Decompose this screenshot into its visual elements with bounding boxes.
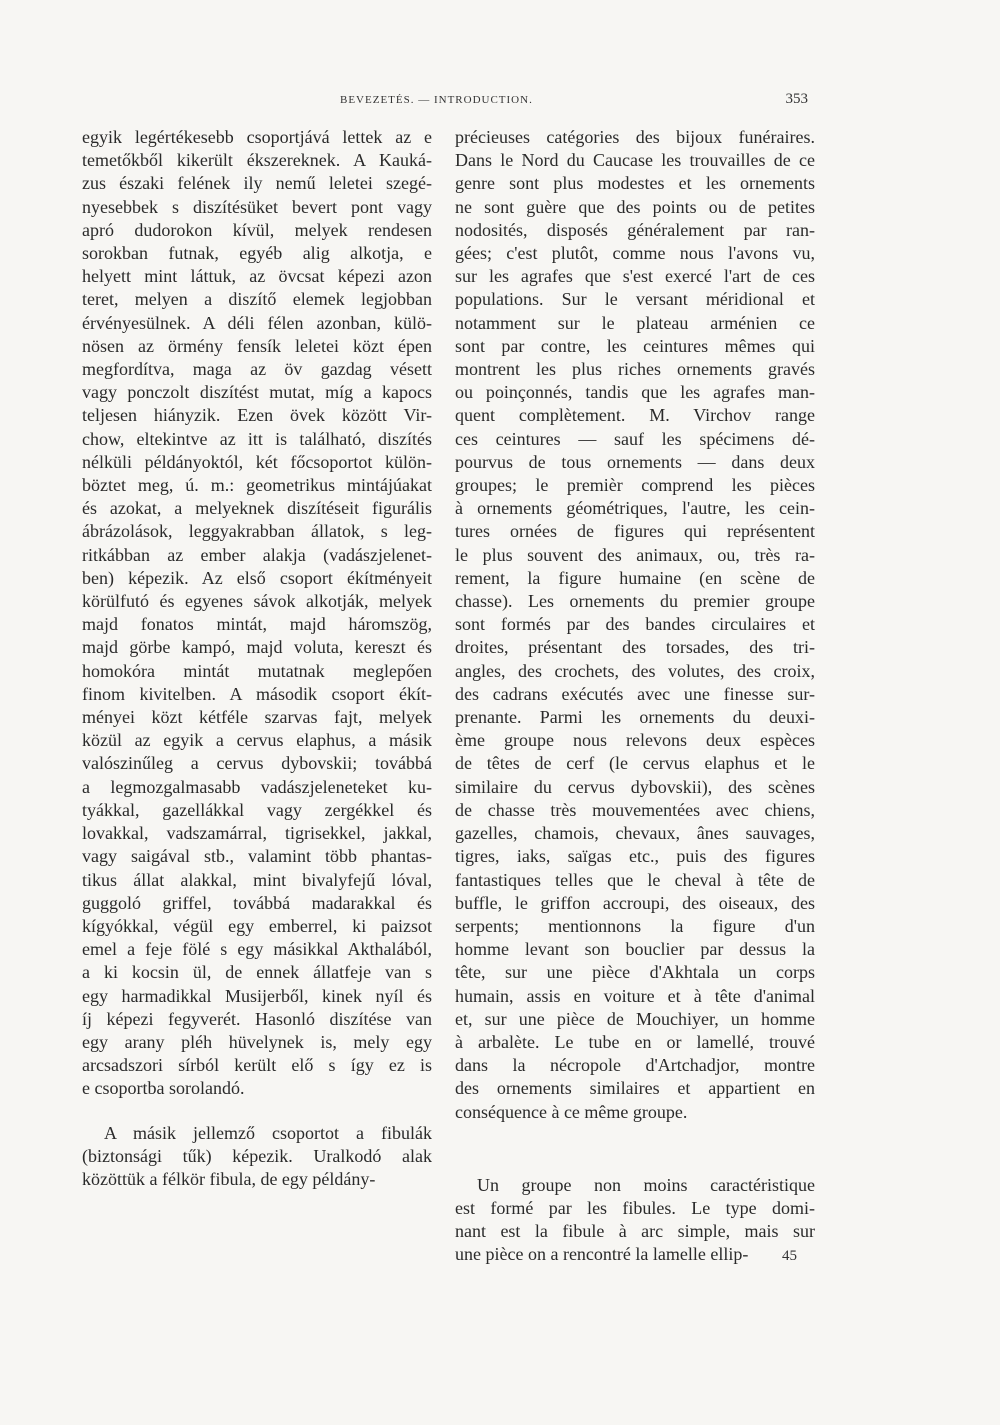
text-line: kígyókkal, végül egy emberrel, ki paizsot: [82, 915, 432, 936]
text-line: nösen az örmény fensík leletei közt épen: [82, 335, 432, 356]
text-line: és azokat, a melyeknek diszítéseit figurális: [82, 498, 432, 519]
text-line: à arbalète. Le tube en or lamellé, trouvé: [455, 1031, 815, 1052]
text-line: fantastiques telles que le cheval à tête de: [455, 869, 815, 890]
hungarian-column: [82, 126, 432, 1191]
text-line: de chasse très mouvementées avec chiens,: [455, 799, 815, 820]
text-line: ményei közt kétféle szarvas fajt, melyek: [82, 707, 432, 728]
french-paragraph-1: [455, 126, 815, 1124]
text-line: homme levant son bouclier par dessus la: [455, 939, 815, 960]
text-line: Dans le Nord du Caucase les trouvailles de ce: [455, 150, 815, 171]
text-line: gazelles, chamois, chevaux, ânes sauvages,: [455, 823, 815, 844]
text-line: lovakkal, vadszamárral, tigrisekkel, jakkal,: [82, 823, 432, 844]
text-line: tyákkal, gazellákkal vagy zergékkel és: [82, 799, 432, 820]
text-line: egy arany pléh hüvelynek is, mely egy: [82, 1031, 432, 1052]
text-line: humain, assis en voiture et à tête d'animal: [455, 985, 815, 1006]
text-line: sorokban futnak, egyéb alig alkotja, e: [82, 243, 432, 264]
text-line: közül az egyik a cervus elaphus, a másik: [82, 730, 432, 751]
text-line: nyesebbek s diszítésüket bevert pont vagy: [82, 196, 432, 217]
text-line: sont formés par des bandes circulaires et: [455, 614, 815, 635]
text-line: teljesen hiányzik. Ezen övek között Vir-: [82, 405, 432, 426]
page-number: 353: [785, 91, 808, 107]
text-line: (biztonsági tűk) képezik. Uralkodó alak: [82, 1145, 432, 1166]
text-line: buffle, le griffon accroupi, des oiseaux, des: [455, 892, 815, 913]
text-line: megfordítva, maga az öv gazdag vésett: [82, 359, 432, 380]
french-column: [455, 126, 815, 1267]
text-line: montrent les plus riches ornements gravés: [455, 359, 815, 380]
text-line: vagy ponczolt diszítést mutat, míg a kapocs: [82, 382, 432, 403]
text-line: nant est la fibule à arc simple, mais sur: [455, 1221, 815, 1242]
text-line: rement, la figure humaine (en scène de: [455, 567, 815, 588]
text-line: közöttük a félkör fibula, de egy példány-: [82, 1168, 376, 1189]
text-line: vagy saigával stb., valamint több phantas-: [82, 846, 432, 867]
text-line: tigres, iaks, saïgas etc., puis des figures: [455, 846, 815, 867]
text-line: finom kivitelben. A második csoport ékít-: [82, 683, 432, 704]
text-line: ben) képezik. Az első csoport ékítményeit: [82, 567, 432, 588]
text-line: groupes; le premièr comprend les pièces: [455, 475, 815, 496]
french-paragraph-2: [455, 1174, 815, 1267]
text-line: egyik legértékesebb csoportjává lettek az e: [82, 127, 432, 147]
text-line: tikus állat alakkal, mint bivalyfejű lóval,: [82, 869, 432, 890]
text-line: A másik jellemző csoportot a fibulák: [104, 1122, 432, 1143]
text-line: emel a feje fölé s egy másikkal Akthalából,: [82, 939, 432, 960]
text-line: a ki kocsin ül, de ennek állatfeje van s: [82, 962, 432, 983]
text-line: böztet meg, ú. m.: geometrikus mintájúakat: [82, 475, 432, 496]
running-title: BEVEZETÉS. — INTRODUCTION.: [340, 94, 533, 106]
text-line: pourvus de tous ornements — dans deux: [455, 451, 815, 472]
hungarian-paragraph-1: [82, 126, 432, 1101]
text-line: apró dudorokon kívül, melyek rendesen: [82, 219, 432, 240]
text-line: notamment sur le plateau arménien ce: [455, 312, 815, 333]
hungarian-paragraph-2: [82, 1122, 432, 1192]
text-line: gées; c'est plutôt, comme nous l'avons vu,: [455, 243, 815, 264]
text-line: sur les agrafes que s'est exercé l'art de ces: [455, 266, 815, 287]
text-line: tête, sur une pièce d'Akhtala un corps: [455, 962, 815, 983]
text-line: une pièce on a rencontré la lamelle ellip-: [455, 1244, 749, 1265]
text-line: conséquence à ce même groupe.: [455, 1101, 688, 1122]
signature-mark: 45: [782, 1248, 797, 1264]
text-line: tures ornées de figures qui représentent: [455, 521, 815, 542]
text-line: majd fonatos mintát, majd háromszög,: [82, 614, 432, 635]
text-line: nodosités, disposés généralement par ran-: [455, 219, 815, 240]
text-line: serpents; mentionnons la figure d'un: [455, 915, 815, 936]
text-line: prenante. Parmi les ornements du deuxi-: [455, 707, 815, 728]
text-line: Un groupe non moins caractéristique: [477, 1174, 815, 1195]
text-line: nélküli példányoktól, két főcsoportot külön-: [82, 451, 432, 472]
text-line: ne sont guère que des points ou de petites: [455, 196, 815, 217]
text-line: ritkábban az ember alakja (vadászjelenet-: [82, 544, 432, 565]
text-line: érvényesülnek. A déli félen azonban, külö-: [82, 312, 432, 333]
text-line: droites, présentant des torsades, des tri-: [455, 637, 815, 658]
text-line: chow, eltekintve az itt is található, diszítés: [82, 428, 432, 449]
text-line: ou poinçonnés, tandis que les agrafes man-: [455, 382, 815, 403]
text-line: e csoportba sorolandó.: [82, 1078, 245, 1099]
text-line: angles, des crochets, des volutes, des croix,: [455, 660, 815, 681]
text-line: chasse). Les ornements du premier groupe: [455, 591, 815, 612]
text-line: guggoló griffel, továbbá madarakkal és: [82, 892, 432, 913]
text-line: egy harmadikkal Musijerből, kinek nyíl és: [82, 985, 432, 1006]
text-line: des ornements similaires et appartient en: [455, 1078, 815, 1099]
text-line: teret, melyen a diszítő elemek legjobban: [82, 289, 432, 310]
text-line: quent complètement. M. Virchov range: [455, 405, 815, 426]
text-line: ábrázolások, leggyakrabban állatok, s leg-: [82, 521, 432, 542]
text-line: genre sont plus modestes et les ornements: [455, 173, 815, 194]
text-line: de têtes de cerf (le cervus elaphus et le: [455, 753, 815, 774]
text-line: helyett mint láttuk, az övcsat képezi azon: [82, 266, 432, 287]
text-line: ces ceintures — sauf les spécimens dé-: [455, 428, 815, 449]
text-line: a legmozgalmasabb vadászjeleneteket ku-: [82, 776, 432, 797]
text-line: ème groupe nous relevons deux espèces: [455, 730, 815, 751]
text-line: des cadrans exécutés avec une finesse sur-: [455, 683, 815, 704]
text-line: le plus souvent des animaux, ou, très ra-: [455, 544, 815, 565]
text-line: körülfutó és egyenes sávok alkotják, melyek: [82, 591, 432, 612]
text-line: est formé par les fibules. Le type domi-: [455, 1197, 815, 1218]
text-line: homokóra mintát mutatnak meglepően: [82, 660, 432, 681]
text-line: précieuses catégories des bijoux funéraires.: [455, 127, 815, 147]
text-line: íj képezi fegyverét. Hasonló diszítése van: [82, 1008, 432, 1029]
text-line: temetőkből kikerült ékszereknek. A Kauká-: [82, 150, 432, 171]
text-line: valószinűleg a cervus dybovskii; továbbá: [82, 753, 432, 774]
text-line: sont par contre, les ceintures mêmes qui: [455, 335, 815, 356]
text-line: similaire du cervus dybovskii), des scènes: [455, 776, 815, 797]
text-line: populations. Sur le versant méridional et: [455, 289, 815, 310]
text-line: dans la nécropole d'Artchadjor, montre: [455, 1055, 815, 1076]
text-line: arcsadszori sírból került elő s így ez is: [82, 1055, 432, 1076]
text-line: majd görbe kampó, majd voluta, kereszt és: [82, 637, 432, 658]
text-line: à ornements géométriques, l'autre, les cein-: [455, 498, 815, 519]
text-line: zus északi felének ily nemű leletei szegé-: [82, 173, 432, 194]
text-line: et, sur une pièce de Mouchiyer, un homme: [455, 1008, 815, 1029]
